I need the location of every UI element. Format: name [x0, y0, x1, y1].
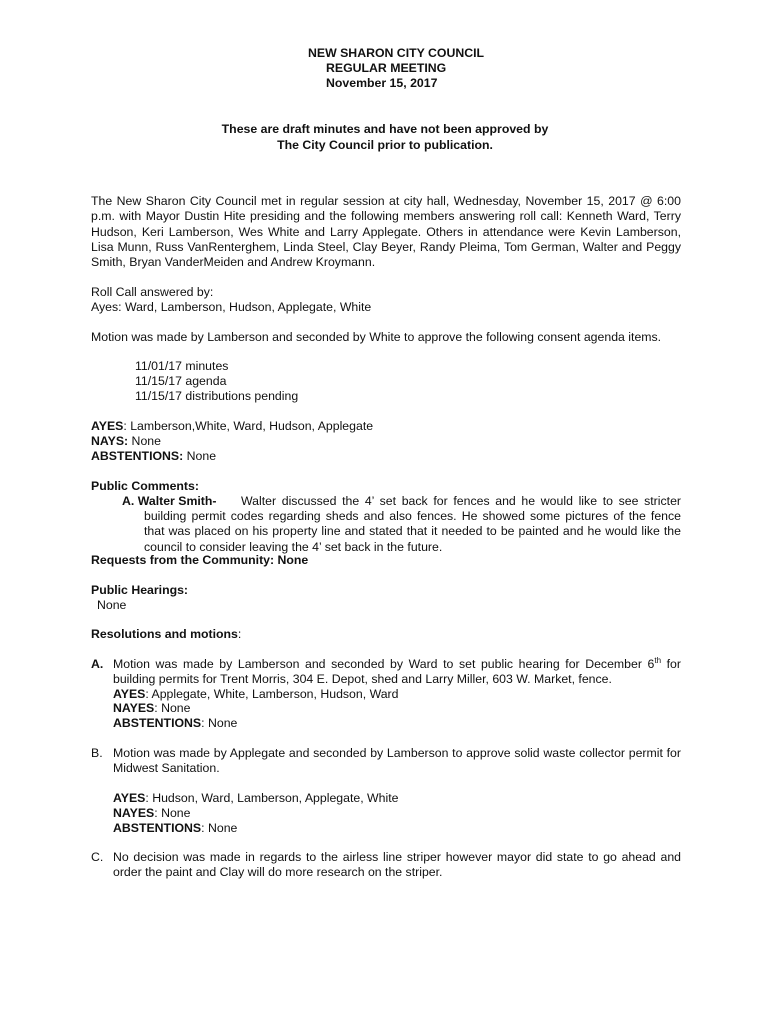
public-comment-text: Walter discussed the 4’ set back for fences and he would like to see stricter building permit codes regarding sheds and also fences. He showed some pictures of the fence that was placed on his property line and stated that it needed to be painted and he would like the council to consider leaving the 4’ set back in the future. — [144, 494, 681, 554]
public-comment-marker: A. Walter Smith- — [122, 494, 217, 508]
resolution-a-text-rest: for building permits for Trent Morris, 304 E. Depot, shed and Larry Miller, 603 W. Market, fence. — [113, 657, 681, 686]
abstentions-value: : None — [201, 716, 238, 730]
resolution-a-abstentions — [113, 716, 237, 731]
abstentions-label: ABSTENTIONS: — [91, 449, 184, 463]
meeting-date: November 15, 2017 — [326, 76, 438, 90]
resolutions-heading — [91, 627, 241, 642]
resolution-a-marker: A. — [91, 657, 104, 671]
ayes-label: AYES — [91, 419, 124, 433]
resolution-a-text — [113, 657, 681, 687]
draft-notice-line1: These are draft minutes and have not been approved by — [221, 122, 549, 136]
resolution-a-ayes — [113, 687, 399, 702]
resolution-c-marker: C. — [91, 850, 104, 864]
nayes-value: : None — [154, 806, 191, 820]
meeting-type: REGULAR MEETING — [326, 61, 447, 75]
public-hearings-value: None — [97, 598, 127, 612]
ayes-label: AYES — [113, 791, 146, 805]
council-name: NEW SHARON CITY COUNCIL — [308, 46, 485, 60]
consent-motion: Motion was made by Lamberson and seconded by White to approve the following consent agenda items. — [91, 330, 662, 344]
consent-item: 11/01/17 minutes — [135, 359, 229, 373]
consent-nays — [91, 434, 161, 449]
ayes-label: AYES — [113, 687, 146, 701]
resolution-a-text-main: Motion was made by Lamberson and seconded by Ward to set public hearing for December 6 — [113, 657, 655, 671]
nays-label: NAYS: — [91, 434, 129, 448]
resolution-b-ayes — [113, 791, 399, 806]
nayes-value: : None — [154, 701, 191, 715]
draft-notice-line2: The City Council prior to publication. — [277, 138, 493, 152]
nayes-label: NAYES — [113, 806, 155, 820]
resolution-b-text: Motion was made by Applegate and seconded by Lamberson to approve solid waste collector permit for Midwest Sanitation. — [113, 746, 681, 775]
abstentions-label: ABSTENTIONS — [113, 821, 202, 835]
intro-paragraph: The New Sharon City Council met in regular session at city hall, Wednesday, November 15, 2017 @ 6:00 p.m. with Mayor Dustin Hite presiding and the following members answering roll call: Kenneth Ward, Terry Hudson, Keri Lamberson, Wes White and Larry Applegate. Others in attendance were Kevin Lamberson, Lisa Munn, Russ VanRenterghem, Linda Steel, Clay Beyer, Randy Pleima, Tom German, Walter and Peggy Smith, Bryan VanderMeiden and Andrew Kroymann. — [91, 194, 681, 270]
abstentions-value: None — [183, 449, 217, 463]
consent-item: 11/15/17 agenda — [135, 374, 227, 388]
roll-call-heading: Roll Call answered by: — [91, 285, 214, 299]
resolutions-colon: : — [237, 627, 242, 641]
resolution-c-text: No decision was made in regards to the airless line striper however mayor did state to go ahead and order the paint and Clay will do more research on the striper. — [113, 850, 681, 879]
consent-ayes — [91, 419, 373, 434]
requests-from-community: Requests from the Community: None — [91, 553, 309, 567]
abstentions-label: ABSTENTIONS — [113, 716, 202, 730]
consent-item: 11/15/17 distributions pending — [135, 389, 299, 403]
ayes-value: : Applegate, White, Lamberson, Hudson, Ward — [145, 687, 399, 701]
nayes-label: NAYES — [113, 701, 155, 715]
public-hearings-heading: Public Hearings: — [91, 583, 189, 597]
resolution-b-nayes — [113, 806, 190, 821]
consent-abstentions — [91, 449, 216, 464]
roll-call-ayes: Ayes: Ward, Lamberson, Hudson, Applegate, White — [91, 300, 372, 314]
abstentions-value: : None — [201, 821, 238, 835]
resolution-a-nayes — [113, 701, 190, 716]
resolution-b-abstentions — [113, 821, 237, 836]
ayes-value: : Hudson, Ward, Lamberson, Applegate, White — [145, 791, 399, 805]
public-comments-heading: Public Comments: — [91, 479, 199, 493]
ordinal-suffix: th — [654, 655, 662, 665]
resolutions-label: Resolutions and motions — [91, 627, 238, 641]
ayes-value: : Lamberson,White, Ward, Hudson, Applegate — [123, 419, 374, 433]
resolution-b-marker: B. — [91, 746, 103, 760]
nays-value: None — [128, 434, 161, 448]
